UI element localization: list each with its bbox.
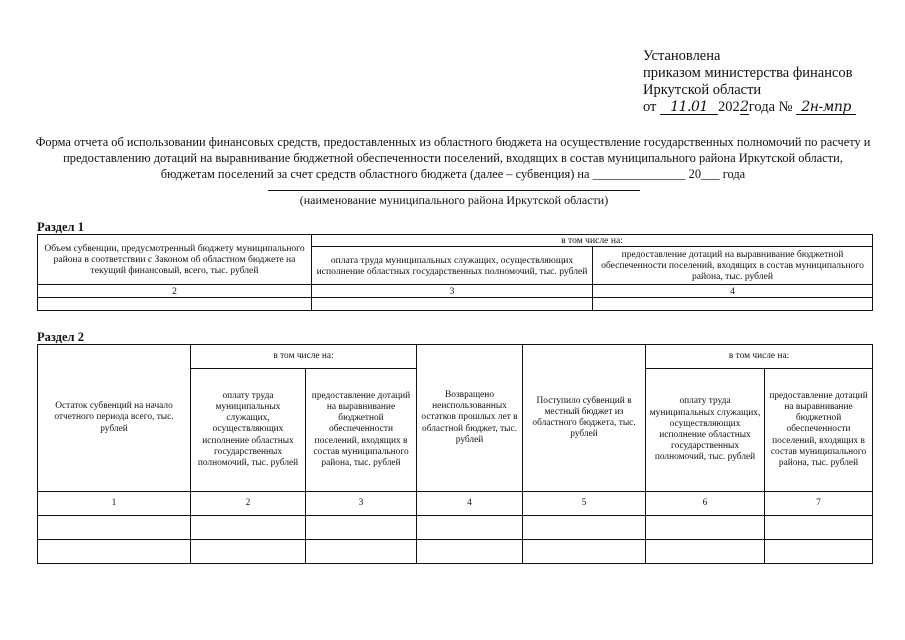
s1-col-number: 4 xyxy=(593,285,873,298)
s2-data-cell[interactable] xyxy=(765,516,873,540)
s2-col-number: 4 xyxy=(417,492,523,516)
s2-data-cell[interactable] xyxy=(38,540,191,564)
s2-col-number: 2 xyxy=(191,492,306,516)
s2-data-cell[interactable] xyxy=(191,516,306,540)
section-2-label: Раздел 2 xyxy=(37,330,84,344)
s2-data-cell[interactable] xyxy=(523,540,646,564)
municipality-caption: (наименование муниципального района Иркутской области) xyxy=(299,193,609,207)
handwritten-date: 11.01 xyxy=(660,100,718,115)
section-1-label: Раздел 1 xyxy=(37,220,84,234)
s2-data-cell[interactable] xyxy=(646,516,765,540)
s2-col3-header: предоставление дотаций на выравнивание бюджетной обеспеченности поселений, входящих в состав муниципального района, тыс. рублей xyxy=(306,369,417,492)
approval-block xyxy=(643,48,856,116)
s2-group1-header: в том числе на: xyxy=(191,345,417,369)
s1-data-cell[interactable] xyxy=(312,298,593,311)
s2-col2-header: оплату труда муниципальных служащих, осуществляющих исполнение областных государственных полномочий, тыс. рублей xyxy=(191,369,306,492)
s1-col3-header: предоставление дотаций на выравнивание бюджетной обеспеченности поселений, входящих в состав муниципального района, тыс. рублей xyxy=(593,247,873,285)
s2-data-cell[interactable] xyxy=(523,516,646,540)
year-suffix: года № xyxy=(748,99,793,115)
year-prefix: 202 xyxy=(718,99,740,115)
s2-col-number: 7 xyxy=(765,492,873,516)
s2-data-cell[interactable] xyxy=(306,516,417,540)
s2-col7-header: предоставление дотаций на выравнивание бюджетной обеспеченности поселений, входящих в состав муниципального района, тыс. рублей xyxy=(765,369,873,492)
s2-col-number: 6 xyxy=(646,492,765,516)
s1-col-number: 2 xyxy=(38,285,312,298)
s2-col-number: 5 xyxy=(523,492,646,516)
s1-col2-header: оплата труда муниципальных служащих, осуществляющих исполнение областных государственных полномочий, тыс. рублей xyxy=(312,247,593,285)
section-1-table xyxy=(37,234,873,311)
from-prefix: от xyxy=(643,99,657,115)
s2-col6-header: оплату труда муниципальных служащих, осуществляющих исполнение областных государственных полномочий, тыс. рублей xyxy=(646,369,765,492)
s2-col5-header: Поступило субвенций в местный бюджет из областного бюджета, тыс. рублей xyxy=(523,345,646,492)
approval-line-1: Установлена xyxy=(643,48,721,64)
s2-data-cell[interactable] xyxy=(191,540,306,564)
s1-group-header: в том числе на: xyxy=(312,235,873,247)
section-2-table xyxy=(37,344,873,564)
form-title: Форма отчета об использовании финансовых средств, предоставленных из областного бюджета на осуществление государственных полномочий по расчету и предоставлению дотаций на выравнивание бюджетной обеспеченности поселений, входящих в состав муниципального района Иркутской области, бюджетам поселений за счет средств областного бюджета (далее – субвенция) на _______________ 20___ года xyxy=(35,135,871,181)
s2-data-cell[interactable] xyxy=(417,516,523,540)
s2-data-cell[interactable] xyxy=(417,540,523,564)
s1-data-cell[interactable] xyxy=(593,298,873,311)
s2-data-cell[interactable] xyxy=(306,540,417,564)
s2-data-cell[interactable] xyxy=(38,516,191,540)
handwritten-year-digit: 2 xyxy=(740,99,749,115)
s2-data-cell[interactable] xyxy=(646,540,765,564)
s1-col-number: 3 xyxy=(312,285,593,298)
approval-line-2: приказом министерства финансов xyxy=(643,65,853,81)
s2-col-number: 3 xyxy=(306,492,417,516)
s2-col1-header: Остаток субвенций на начало отчетного периода всего, тыс. рублей xyxy=(38,345,191,492)
municipality-name-line xyxy=(268,190,640,191)
approval-line-3: Иркутской области xyxy=(643,82,762,98)
s2-col-number: 1 xyxy=(38,492,191,516)
handwritten-order-number: 2н-мпр xyxy=(796,100,856,115)
s1-col1-header: Объем субвенции, предусмотренный бюджету муниципального района в соответствии с Законом об областном бюджете на текущий финансовый, всего, тыс. рублей xyxy=(38,235,312,285)
s2-group2-header: в том числе на: xyxy=(646,345,873,369)
s2-col4-header: Возвращено неиспользованных остатков прошлых лет в областной бюджет, тыс. рублей xyxy=(417,345,523,492)
s2-data-cell[interactable] xyxy=(765,540,873,564)
approval-date-line xyxy=(643,99,856,116)
s1-data-cell[interactable] xyxy=(38,298,312,311)
